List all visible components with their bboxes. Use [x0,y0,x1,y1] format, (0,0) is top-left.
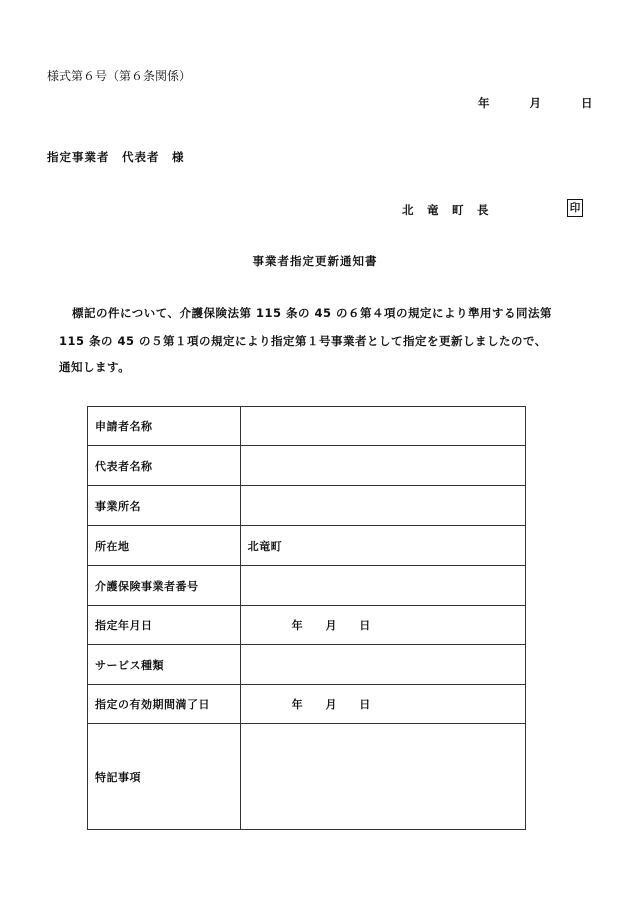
table-row [88,446,526,486]
details-table [87,406,526,830]
row-value-office-name[interactable] [240,486,525,526]
addressee: 指定事業者 代表者 様 [47,150,185,164]
row-value-special-notes[interactable] [240,724,525,830]
table-row [88,606,526,645]
row-label-designation-date: 指定年月日 [88,606,241,645]
form-number: 様式第６号（第６条関係） [47,69,192,83]
expiry-day: 日 [359,698,371,711]
body-line-2: 115 条の 45 の５第１項の規定により指定第１号事業者として指定を更新しましたので、 [59,334,547,348]
table-row [88,645,526,685]
row-value-address[interactable]: 北竜町 [240,526,525,566]
row-value-expiry-date[interactable] [240,685,525,724]
body-line-3: 通知します。 [59,360,131,374]
row-label-applicant-name: 申請者名称 [88,407,241,446]
issue-date [478,95,593,111]
designation-day: 日 [359,619,371,632]
table-row [88,724,526,830]
expiry-month: 月 [325,698,337,711]
row-label-special-notes: 特記事項 [88,724,241,830]
row-value-representative-name[interactable] [240,446,525,486]
date-year: 年 [478,96,490,110]
body-line-1: 標記の件について、介護保険法第 115 条の 45 の６第４項の規定により準用する同法第 [72,306,553,320]
row-value-service-type[interactable] [240,645,525,685]
document-title: 事業者指定更新通知書 [252,254,378,268]
table-row [88,685,526,724]
expiry-year: 年 [291,698,304,711]
row-label-address: 所在地 [88,526,241,566]
table-row [88,486,526,526]
row-label-office-name: 事業所名 [88,486,241,526]
row-label-provider-number: 介護保険事業者番号 [88,566,241,606]
row-value-provider-number[interactable] [240,566,525,606]
row-label-service-type: サービス種類 [88,645,241,685]
table-row [88,526,526,566]
table-row [88,407,526,446]
row-value-applicant-name[interactable] [240,407,525,446]
row-label-representative-name: 代表者名称 [88,446,241,486]
seal-mark: 印 [567,199,583,217]
row-value-designation-date[interactable] [240,606,525,645]
table-row [88,566,526,606]
row-label-expiry-date: 指定の有効期間満了日 [88,685,241,724]
date-month: 月 [529,96,541,110]
designation-month: 月 [325,619,337,632]
designation-year: 年 [291,619,304,632]
date-day: 日 [581,96,593,110]
issuer: 北 竜 町 長 [402,203,490,217]
